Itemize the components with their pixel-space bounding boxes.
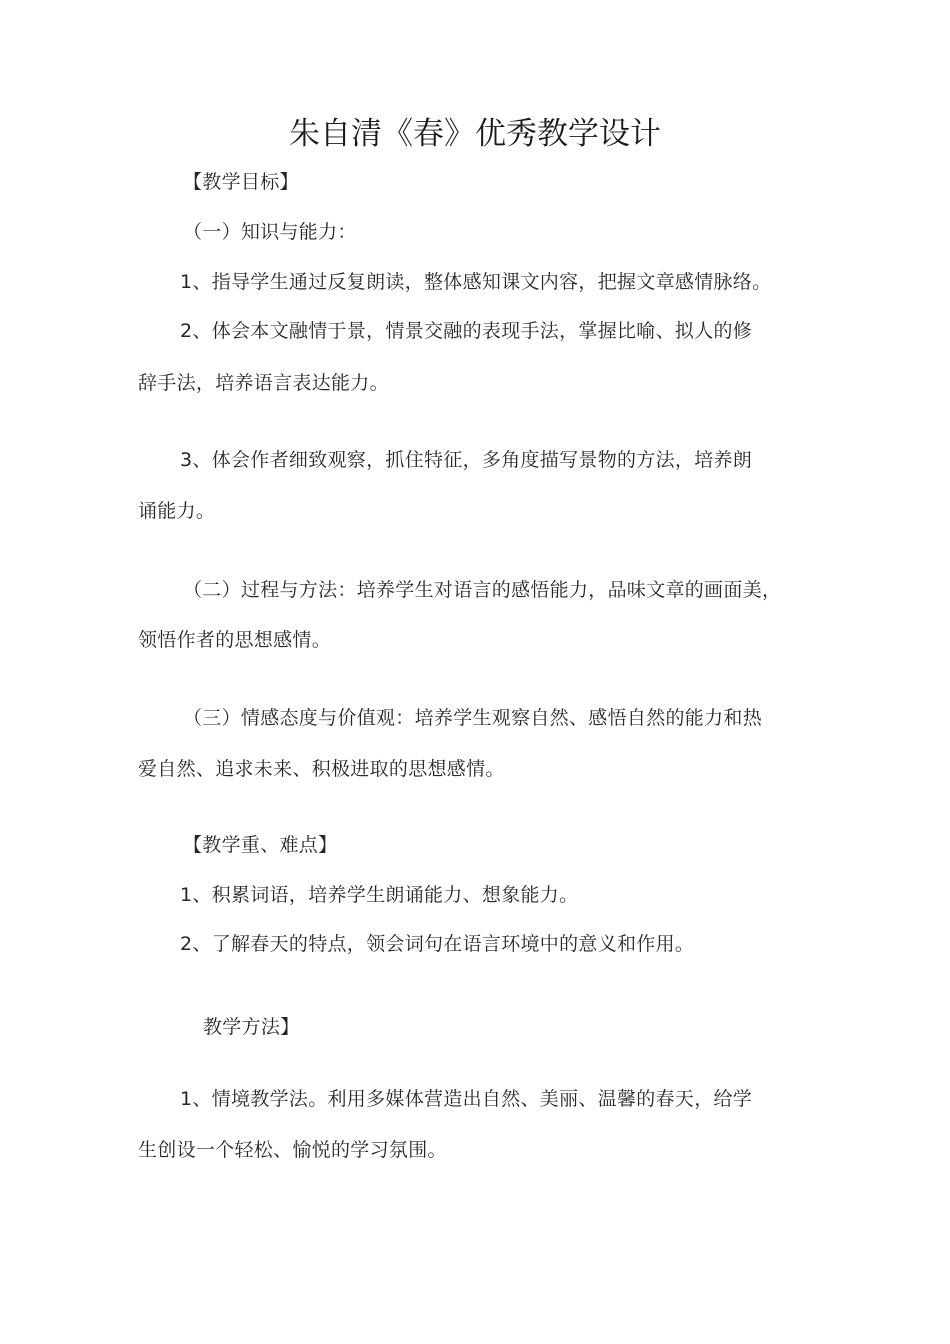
section-heading-teaching-methods: 教学方法】 xyxy=(203,1016,300,1038)
section-heading-key-points: 【教学重、难点】 xyxy=(183,834,338,856)
section-heading-teaching-goals: 【教学目标】 xyxy=(183,171,299,193)
paragraph-line: 1、积累词语，培养学生朗诵能力、想象能力。 xyxy=(180,884,579,906)
paragraph-line: 辞手法，培养语言表达能力。 xyxy=(138,372,389,394)
paragraph-line: 2、了解春天的特点，领会词句在语言环境中的意义和作用。 xyxy=(180,933,695,955)
subsection-process-method: （二）过程与方法：培养学生对语言的感悟能力，品味文章的画面美， xyxy=(183,579,782,601)
subsection-emotion-values: （三）情感态度与价值观：培养学生观察自然、感悟自然的能力和热 xyxy=(183,707,763,729)
paragraph-line: 诵能力。 xyxy=(138,500,216,522)
paragraph-line: 1、情境教学法。利用多媒体营造出自然、美丽、温馨的春天，给学 xyxy=(180,1088,753,1110)
subsection-knowledge-ability: （一）知识与能力： xyxy=(183,221,357,243)
page-title: 朱自清《春》优秀教学设计 xyxy=(289,116,661,152)
paragraph-line: 3、体会作者细致观察，抓住特征，多角度描写景物的方法，培养朗 xyxy=(180,449,753,471)
paragraph-line: 1、指导学生通过反复朗读，整体感知课文内容，把握文章感情脉络。 xyxy=(180,271,772,293)
paragraph-line: 2、体会本文融情于景，情景交融的表现手法，掌握比喻、拟人的修 xyxy=(180,320,753,342)
paragraph-line: 爱自然、追求未来、积极进取的思想感情。 xyxy=(138,758,505,780)
paragraph-line: 生创设一个轻松、愉悦的学习氛围。 xyxy=(138,1139,447,1161)
paragraph-line: 领悟作者的思想感情。 xyxy=(138,629,332,651)
